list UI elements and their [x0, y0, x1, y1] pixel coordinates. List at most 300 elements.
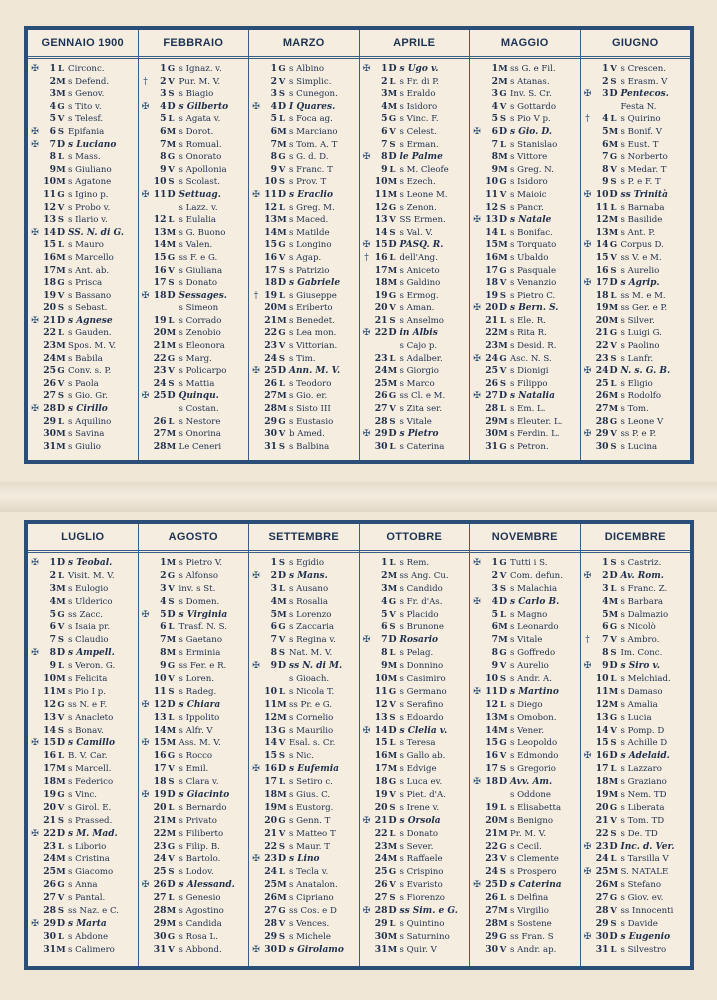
day-number: 13 — [43, 214, 56, 226]
weekday-letter: M — [387, 764, 398, 775]
day-row — [470, 815, 580, 828]
saint-name: s Longino — [289, 240, 332, 251]
saint-name: s Ele. R. — [510, 315, 546, 326]
saint-name: s Prov. T — [289, 177, 327, 188]
saint-name: s Foca ag. — [289, 114, 333, 125]
weekday-letter: M — [56, 596, 66, 607]
day-number: 2 — [491, 75, 498, 87]
weekday-letter: G — [167, 353, 176, 364]
day-number: 15 — [485, 239, 498, 251]
day-row — [470, 699, 580, 712]
day-row — [581, 365, 691, 378]
saint-name: Esal. s. Cr. — [289, 738, 336, 749]
weekday-letter: G — [167, 931, 176, 942]
saint-name: s Cirillo — [68, 404, 108, 415]
weekday-letter: M — [498, 828, 508, 839]
weekday-letter: M — [277, 609, 287, 620]
day-row — [28, 609, 138, 622]
saint-name: s Virginia — [178, 609, 228, 620]
month-header: MARZO — [249, 30, 359, 59]
weekday-letter: S — [57, 815, 65, 826]
day-row — [28, 340, 138, 353]
weekday-letter: M — [608, 777, 619, 788]
saint-name: s Val. V. — [399, 227, 433, 238]
weekday-letter: D — [277, 365, 287, 377]
cross-icon: ✠ — [141, 189, 150, 200]
weekday-letter: L — [58, 751, 64, 762]
weekday-letter: G — [57, 366, 65, 377]
day-row — [249, 126, 359, 139]
day-number: 20 — [595, 314, 609, 326]
weekday-letter: M — [387, 278, 398, 289]
weekday-letter: G — [167, 152, 176, 163]
saint-name: Conv. s. P. — [68, 366, 112, 377]
weekday-letter: G — [499, 558, 507, 568]
weekday-letter: S — [610, 558, 617, 568]
day-row — [470, 164, 580, 177]
saint-name: s Raffaele — [399, 854, 443, 865]
day-row — [139, 202, 249, 215]
weekday-letter: L — [500, 139, 506, 150]
day-number: 26 — [374, 390, 388, 402]
day-row — [28, 202, 138, 215]
day-row — [139, 340, 249, 353]
day-number: 11 — [153, 685, 167, 697]
day-number: 1 — [381, 63, 388, 74]
cross-icon: ✠ — [31, 139, 39, 150]
month-column — [581, 524, 691, 966]
day-row — [581, 712, 691, 725]
day-row — [581, 353, 691, 366]
weekday-letter: G — [57, 790, 65, 801]
day-number: 19 — [595, 302, 609, 314]
day-row — [249, 647, 359, 660]
day-number: 20 — [595, 801, 609, 813]
day-number: 4 — [160, 595, 167, 607]
weekday-letter: L — [168, 802, 175, 813]
saint-name: s Marciano — [289, 126, 338, 137]
day-number: 17 — [485, 763, 498, 775]
saint-name: s Quintino — [399, 918, 445, 929]
day-row — [139, 892, 249, 905]
saint-name: s Dorot. — [178, 126, 214, 137]
day-number: 27 — [595, 892, 609, 904]
day-row — [581, 905, 691, 918]
weekday-letter: S — [389, 622, 396, 633]
day-number: 31 — [264, 440, 277, 452]
saint-name: s Piet. d'A. — [399, 790, 446, 801]
day-number: 10 — [485, 176, 498, 188]
day-row — [470, 879, 580, 892]
saint-name: s Ferdin. L. — [510, 429, 560, 440]
day-number: 16 — [485, 251, 498, 263]
weekday-letter: D — [277, 660, 287, 672]
day-row — [28, 647, 138, 660]
saint-name: s Lino — [289, 854, 320, 865]
day-number: 11 — [264, 698, 277, 710]
day-number: 13 — [595, 226, 609, 238]
weekday-letter: D — [498, 125, 508, 137]
day-number: 9 — [491, 163, 498, 175]
day-row — [139, 327, 249, 340]
day-row — [581, 866, 691, 879]
day-number: 3 — [270, 582, 277, 594]
day-row — [360, 789, 470, 802]
day-row — [139, 390, 249, 403]
day-number: 27 — [153, 892, 167, 904]
month-column — [139, 30, 250, 460]
weekday-letter: L — [389, 164, 396, 175]
weekday-letter: M — [56, 265, 66, 276]
day-row — [139, 290, 249, 303]
weekday-letter: M — [387, 674, 398, 685]
weekday-letter: M — [498, 252, 508, 263]
saint-name: Settuag. — [178, 189, 221, 200]
saint-name: s Edoardo — [399, 712, 444, 723]
day-row — [360, 277, 470, 290]
day-row — [360, 227, 470, 240]
saint-name: s Em. L. — [510, 404, 546, 415]
day-number: 8 — [381, 647, 388, 659]
saint-name: s Nic. — [289, 751, 314, 762]
day-number: 28 — [43, 905, 56, 917]
weekday-letter: M — [498, 622, 508, 633]
day-row — [470, 905, 580, 918]
day-number: 9 — [49, 660, 56, 672]
saint-name: s Aniceto — [399, 265, 440, 276]
day-number: 17 — [43, 763, 56, 775]
weekday-letter: M — [387, 101, 398, 112]
day-row — [581, 725, 691, 738]
weekday-letter: G — [388, 867, 397, 878]
saint-name: ss Cl. e M. — [399, 391, 446, 402]
day-row — [470, 944, 580, 957]
day-row — [581, 302, 691, 315]
day-row — [139, 428, 249, 441]
weekday-letter: M — [56, 441, 66, 452]
weekday-letter: M — [387, 378, 398, 389]
weekday-letter: V — [278, 164, 286, 175]
day-row — [139, 164, 249, 177]
day-number: 21 — [264, 314, 277, 326]
day-number: 6 — [270, 621, 277, 633]
weekday-letter: M — [608, 315, 619, 326]
day-row — [470, 378, 580, 391]
day-row — [249, 315, 359, 328]
saint-name: s Eleonora — [178, 341, 225, 352]
weekday-letter: M — [166, 815, 177, 826]
day-row — [470, 126, 580, 139]
day-number: 17 — [374, 264, 388, 276]
day-number: 24 — [485, 866, 498, 878]
day-row — [581, 76, 691, 89]
day-row — [28, 621, 138, 634]
cross-icon: ✠ — [362, 328, 371, 339]
weekday-letter: L — [610, 378, 617, 389]
weekday-letter: D — [277, 943, 287, 955]
day-row — [139, 815, 249, 828]
saint-name: Inv. S. Cr. — [510, 89, 552, 100]
saint-name: s Quir. V — [399, 944, 437, 955]
day-row — [249, 76, 359, 89]
saint-name: s Felicita — [68, 674, 108, 685]
weekday-letter: M — [498, 429, 508, 440]
weekday-letter: V — [499, 661, 507, 672]
day-row — [28, 634, 138, 647]
day-row — [28, 76, 138, 89]
day-row — [28, 113, 138, 126]
day-number: 29 — [264, 930, 277, 942]
weekday-letter: D — [167, 789, 176, 801]
month-header: GIUGNO — [581, 30, 691, 59]
weekday-letter: M — [387, 570, 398, 581]
day-number: 1 — [270, 557, 277, 568]
saint-name: s Luigi G. — [620, 328, 662, 339]
day-number: 22 — [374, 827, 388, 839]
day-row — [581, 763, 691, 776]
weekday-letter: G — [609, 622, 618, 633]
day-row — [581, 139, 691, 152]
weekday-letter: D — [56, 314, 66, 326]
cross-icon: ✠ — [31, 227, 39, 238]
saint-name: s Lodov. — [178, 867, 214, 878]
day-row — [360, 378, 470, 391]
day-row — [28, 315, 138, 328]
day-number: 7 — [160, 138, 167, 150]
day-row — [581, 853, 691, 866]
weekday-letter: S — [278, 177, 286, 188]
weekday-letter: M — [277, 790, 287, 801]
weekday-letter: V — [499, 278, 507, 289]
weekday-letter: M — [608, 303, 619, 314]
weekday-letter: D — [498, 595, 508, 607]
day-number: 1 — [491, 557, 498, 568]
day-row — [139, 905, 249, 918]
saint-name: s M. Mad. — [68, 828, 118, 839]
day-row — [581, 789, 691, 802]
day-row — [581, 609, 691, 622]
saint-name: Festa N. — [620, 101, 657, 112]
day-number: 7 — [491, 634, 498, 646]
weekday-letter: S — [610, 265, 617, 276]
weekday-letter: D — [56, 737, 66, 749]
day-row — [470, 63, 580, 76]
month-header: MAGGIO — [470, 30, 580, 59]
weekday-letter: D — [56, 647, 66, 659]
day-row — [470, 416, 580, 429]
weekday-letter: V — [610, 815, 617, 826]
weekday-letter: V — [278, 429, 286, 440]
weekday-letter: M — [608, 215, 619, 226]
saint-name: ss G. e Fil. — [510, 64, 556, 74]
cross-icon: ✠ — [252, 366, 260, 377]
cross-icon: ✠ — [252, 764, 260, 775]
day-row — [28, 815, 138, 828]
weekday-letter: V — [389, 790, 396, 801]
saint-name: s Adelaid. — [620, 751, 670, 762]
saint-name: s Eugenio — [620, 931, 671, 942]
saint-name: s Emil. — [178, 764, 209, 775]
weekday-letter: S — [278, 89, 286, 100]
day-row — [360, 88, 470, 101]
saint-name: s Genesio — [178, 893, 221, 904]
weekday-letter: V — [499, 189, 507, 200]
saint-name: s Leone V — [620, 416, 664, 427]
weekday-letter: D — [277, 763, 287, 775]
day-number: 8 — [160, 647, 167, 659]
day-number: 22 — [43, 327, 56, 339]
day-row — [581, 647, 691, 660]
saint-name: s Chiara — [178, 699, 221, 710]
day-number: 13 — [485, 711, 498, 723]
weekday-letter: G — [609, 152, 618, 163]
weekday-letter: S — [168, 278, 175, 289]
day-row — [249, 596, 359, 609]
weekday-letter: V — [499, 570, 507, 581]
saint-name: s Gioach. — [289, 674, 330, 685]
day-number: 11 — [374, 685, 388, 697]
weekday-letter: V — [278, 76, 286, 87]
day-number: 29 — [374, 917, 388, 929]
day-number: 24 — [153, 377, 167, 389]
day-row — [581, 815, 691, 828]
day-number: 6 — [381, 125, 388, 137]
day-number: 9 — [160, 660, 167, 672]
day-row — [249, 621, 359, 634]
weekday-letter: L — [500, 802, 506, 813]
weekday-letter: G — [57, 609, 65, 620]
day-number: 26 — [595, 879, 609, 891]
day-row — [139, 252, 249, 265]
saint-name: ss Naz. e C. — [68, 906, 120, 917]
saint-name: s Agata v. — [178, 114, 221, 125]
saint-name: s Desid. R. — [510, 341, 557, 352]
day-number: 16 — [153, 750, 167, 762]
day-number: 20 — [485, 814, 498, 826]
weekday-letter: L — [610, 583, 617, 594]
day-row — [470, 101, 580, 114]
weekday-letter: M — [608, 596, 619, 607]
saint-name: s Veron. G. — [68, 661, 116, 672]
weekday-letter: M — [387, 661, 398, 672]
saint-name: I Quares. — [289, 101, 336, 112]
saint-name: s Paola — [68, 378, 99, 389]
saint-name: ss Innocenti — [620, 906, 674, 917]
day-number: 11 — [43, 188, 56, 200]
weekday-letter: G — [167, 841, 176, 852]
saint-name: s Setiro c. — [289, 777, 333, 788]
cross-icon: ✠ — [473, 558, 481, 568]
saint-name: s Anatalon. — [289, 880, 338, 891]
day-number: 31 — [485, 440, 498, 452]
day-number: 20 — [264, 302, 277, 314]
weekday-letter: L — [58, 64, 64, 74]
weekday-letter: M — [166, 635, 177, 646]
day-row — [28, 189, 138, 202]
day-number: 27 — [374, 892, 388, 904]
day-number: 23 — [153, 365, 167, 377]
day-row — [360, 621, 470, 634]
day-row — [139, 853, 249, 866]
day-row — [360, 853, 470, 866]
saint-name: s Balbina — [289, 441, 330, 452]
saint-name: s Genov. — [68, 89, 105, 100]
day-row — [581, 931, 691, 944]
day-number: 27 — [485, 390, 498, 402]
saint-name: s Gottardo — [510, 101, 556, 112]
saint-name: Nat. M. V. — [289, 648, 333, 659]
day-number: 2 — [270, 75, 277, 87]
day-number: 31 — [153, 943, 167, 955]
day-row — [139, 76, 249, 89]
saint-name: s Nestore — [178, 416, 221, 427]
saint-name: s Michele — [289, 931, 331, 942]
day-number: 10 — [595, 673, 609, 685]
day-row — [360, 570, 470, 583]
day-row — [470, 390, 580, 403]
day-row — [360, 315, 470, 328]
saint-name: s Pancr. — [510, 202, 544, 213]
weekday-letter: M — [166, 328, 177, 339]
saint-name: SS Ermen. — [399, 215, 446, 226]
day-number: 31 — [595, 943, 609, 955]
saint-name: Trasf. N. S. — [178, 622, 227, 633]
saint-name: s Aurelio — [620, 265, 660, 276]
saint-name: s Camillo — [68, 738, 115, 749]
day-row — [28, 265, 138, 278]
saint-name: s Costan. — [178, 404, 219, 415]
day-number: 26 — [43, 377, 56, 389]
day-number: 12 — [485, 201, 498, 213]
saint-name: s Erasm. V — [620, 76, 668, 87]
weekday-letter: S — [610, 177, 617, 188]
saint-name: s Barnaba — [620, 202, 665, 213]
saint-name: s Nem. TD — [620, 790, 667, 801]
weekday-letter: M — [498, 164, 508, 175]
day-number: 7 — [270, 634, 277, 646]
weekday-letter: L — [389, 828, 396, 839]
weekday-letter: L — [389, 918, 396, 929]
cross-icon: ✠ — [31, 315, 39, 326]
day-row — [139, 609, 249, 622]
day-number: 24 — [485, 352, 498, 364]
weekday-letter: D — [388, 814, 397, 826]
weekday-letter: G — [499, 177, 507, 188]
day-number: 14 — [153, 239, 167, 251]
day-number: 24 — [374, 853, 388, 865]
cross-icon: ✠ — [362, 64, 371, 74]
day-row — [470, 239, 580, 252]
day-number: 7 — [160, 634, 167, 646]
weekday-letter: M — [498, 328, 508, 339]
saint-name: s Onorina — [178, 429, 221, 440]
weekday-letter: L — [279, 290, 285, 301]
day-number: 28 — [595, 415, 609, 427]
weekday-letter: L — [279, 378, 285, 389]
day-number: 4 — [491, 595, 498, 607]
day-row — [360, 776, 470, 789]
saint-name: Pr. M. V. — [510, 828, 547, 839]
weekday-letter: V — [168, 583, 175, 594]
weekday-letter: L — [389, 441, 396, 452]
day-row — [470, 340, 580, 353]
weekday-letter: D — [388, 905, 397, 917]
saint-name: s Domen. — [178, 596, 220, 607]
saint-name: s Evaristo — [399, 880, 443, 891]
weekday-letter: M — [277, 215, 287, 226]
saint-name: s Probo v. — [68, 202, 111, 213]
saint-name: S. NATALE — [620, 867, 669, 878]
